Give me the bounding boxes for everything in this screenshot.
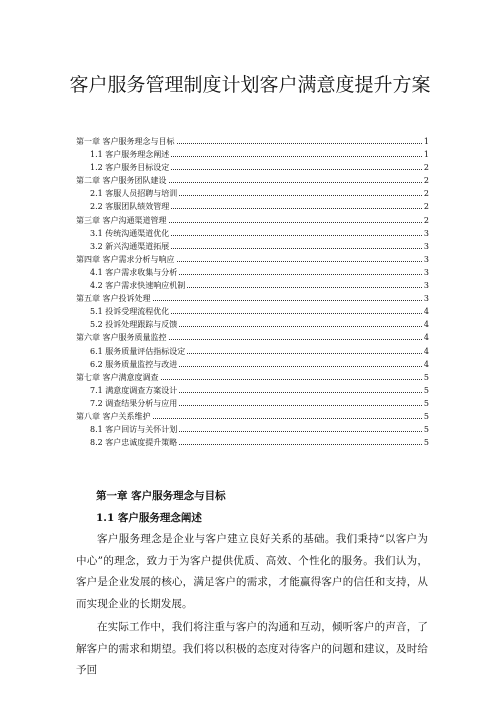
toc-entry[interactable] [76,240,429,253]
toc-entry-text: 7.1 满意度调查方案设计 [90,385,178,395]
toc-entry[interactable] [76,227,429,240]
paragraph: 在实际工作中，我们将注重与客户的沟通和互动，倾听客户的声音，了解客户的需求和期望。我们将以积极的态度对待客户的问题和建议，及时给予回 [76,621,428,676]
toc-page-number: 3 [423,228,429,238]
body-text [76,529,428,684]
toc-entry-text: 5.2 投诉处理跟踪与反馈 [90,320,178,330]
toc-entry-text: 2.1 客服人员招聘与培训 [90,189,178,199]
toc-entry[interactable] [76,292,429,305]
toc-entry-text: 第一章 客户服务理念与目标 [76,137,175,146]
toc-entry-text: 第七章 客户满意度调查 [76,372,159,382]
chapter-heading: 第一章 客户服务理念与目标 [96,490,226,502]
toc-entry[interactable] [76,174,429,187]
toc-entry[interactable] [76,161,429,174]
toc-entry-text: 4.1 客户需求收集与分析 [90,267,178,277]
toc-entry[interactable] [76,318,429,331]
toc-leader-dots [187,345,422,354]
toc-entry[interactable] [76,423,429,436]
toc-page-number: 4 [423,307,429,317]
toc-entry-text: 6.1 服务质量评估指标设定 [90,346,186,356]
toc-entry-text: 第二章 客户服务团队建设 [76,176,167,186]
toc-page-number: 3 [423,241,429,251]
toc-entry[interactable] [76,345,429,358]
toc-entry-text: 3.1 传统沟通渠道优化 [90,228,170,238]
toc-entry-text: 5.1 投诉受理流程优化 [90,307,170,317]
toc-page-number: 2 [423,176,429,186]
toc-leader-dots [169,331,422,340]
paragraph: 客户服务理念是企业与客户建立良好关系的基础。我们秉持“以客户为中心”的理念，致力于为客户提供优质、高效、个性化的服务。我们认为，客户是企业发展的核心，满足客户的需求，才能赢得客户的信任和支持，从而实现企业的长期发展。 [76,533,428,610]
toc-page-number: 3 [423,254,429,264]
toc-leader-dots [153,292,422,301]
toc-leader-dots [179,358,422,367]
toc-leader-dots [179,436,422,445]
toc-entry-text: 6.2 服务质量监控与改进 [90,359,178,369]
section-heading: 1.1 客户服务理念阐述 [96,512,202,524]
toc-entry[interactable] [76,279,429,292]
toc-entry[interactable] [76,436,429,449]
toc-leader-dots [169,214,422,223]
toc-leader-dots [179,423,422,432]
toc-entry[interactable] [76,200,429,213]
toc-leader-dots [179,397,422,406]
toc-entry[interactable] [76,266,429,279]
toc-entry[interactable] [76,187,429,200]
toc-page-number: 5 [423,411,429,421]
toc-page-number: 5 [423,438,429,448]
toc-entry[interactable] [76,371,429,384]
toc-entry-text: 4.2 客户需求快速响应机制 [90,281,186,291]
toc-page-number: 3 [423,281,429,291]
toc-entry[interactable] [76,331,429,344]
toc-page-number: 5 [423,372,429,382]
toc-leader-dots [153,410,422,419]
toc-page-number: 5 [423,398,429,408]
toc-entry[interactable] [76,135,429,148]
toc-entry-text: 8.1 客户回访与关怀计划 [90,425,178,435]
toc-entry-text: 第三章 客户沟通渠道管理 [76,215,167,225]
toc-leader-dots [187,279,422,288]
toc-page-number: 1 [423,137,429,146]
toc-entry-text: 第六章 客户服务质量监控 [76,333,167,343]
toc-leader-dots [177,253,422,262]
toc-entry[interactable] [76,253,429,266]
toc-page-number: 5 [423,425,429,435]
toc-leader-dots [179,384,422,393]
toc-entry-text: 3.2 新兴沟通渠道拓展 [90,241,170,251]
toc-entry-text: 第八章 客户关系维护 [76,411,151,421]
toc-entry-text: 8.2 客户忠诚度提升策略 [90,438,178,448]
toc-entry[interactable] [76,214,429,227]
toc-page-number: 4 [423,359,429,369]
toc-page-number: 3 [423,294,429,304]
toc-entry[interactable] [76,358,429,371]
toc-entry[interactable] [76,384,429,397]
toc-entry[interactable] [76,410,429,423]
toc-page-number: 5 [423,385,429,395]
toc-page-number: 3 [423,267,429,277]
toc-leader-dots [179,187,422,196]
toc-entry-text: 第五章 客户投诉处理 [76,294,151,304]
toc-leader-dots [161,371,422,380]
document-title: 客户服务管理制度计划客户满意度提升方案 [69,74,431,96]
toc-entry-text: 第四章 客户需求分析与响应 [76,254,175,264]
toc-page-number: 4 [423,320,429,330]
toc-leader-dots [179,266,422,275]
table-of-contents [76,135,429,449]
toc-leader-dots [179,318,422,327]
toc-page-number: 2 [423,202,429,212]
toc-leader-dots [171,148,422,157]
toc-page-number: 2 [423,189,429,199]
toc-entry-text: 2.2 客服团队绩效管理 [90,202,170,212]
toc-leader-dots [171,200,422,209]
toc-page-number: 1 [423,150,429,160]
toc-leader-dots [171,240,422,249]
toc-leader-dots [171,227,422,236]
toc-entry-text: 7.2 调查结果分析与应用 [90,398,178,408]
toc-leader-dots [171,305,422,314]
toc-entry[interactable] [76,148,429,161]
toc-page-number: 4 [423,346,429,356]
toc-entry[interactable] [76,397,429,410]
toc-page-number: 4 [423,333,429,343]
toc-leader-dots [171,161,422,170]
toc-leader-dots [177,135,422,144]
toc-page-number: 2 [423,215,429,225]
toc-entry[interactable] [76,305,429,318]
toc-entry-text: 1.2 客户服务目标设定 [90,163,170,173]
toc-entry-text: 1.1 客户服务理念阐述 [90,150,170,160]
toc-leader-dots [169,174,422,183]
toc-page-number: 2 [423,163,429,173]
